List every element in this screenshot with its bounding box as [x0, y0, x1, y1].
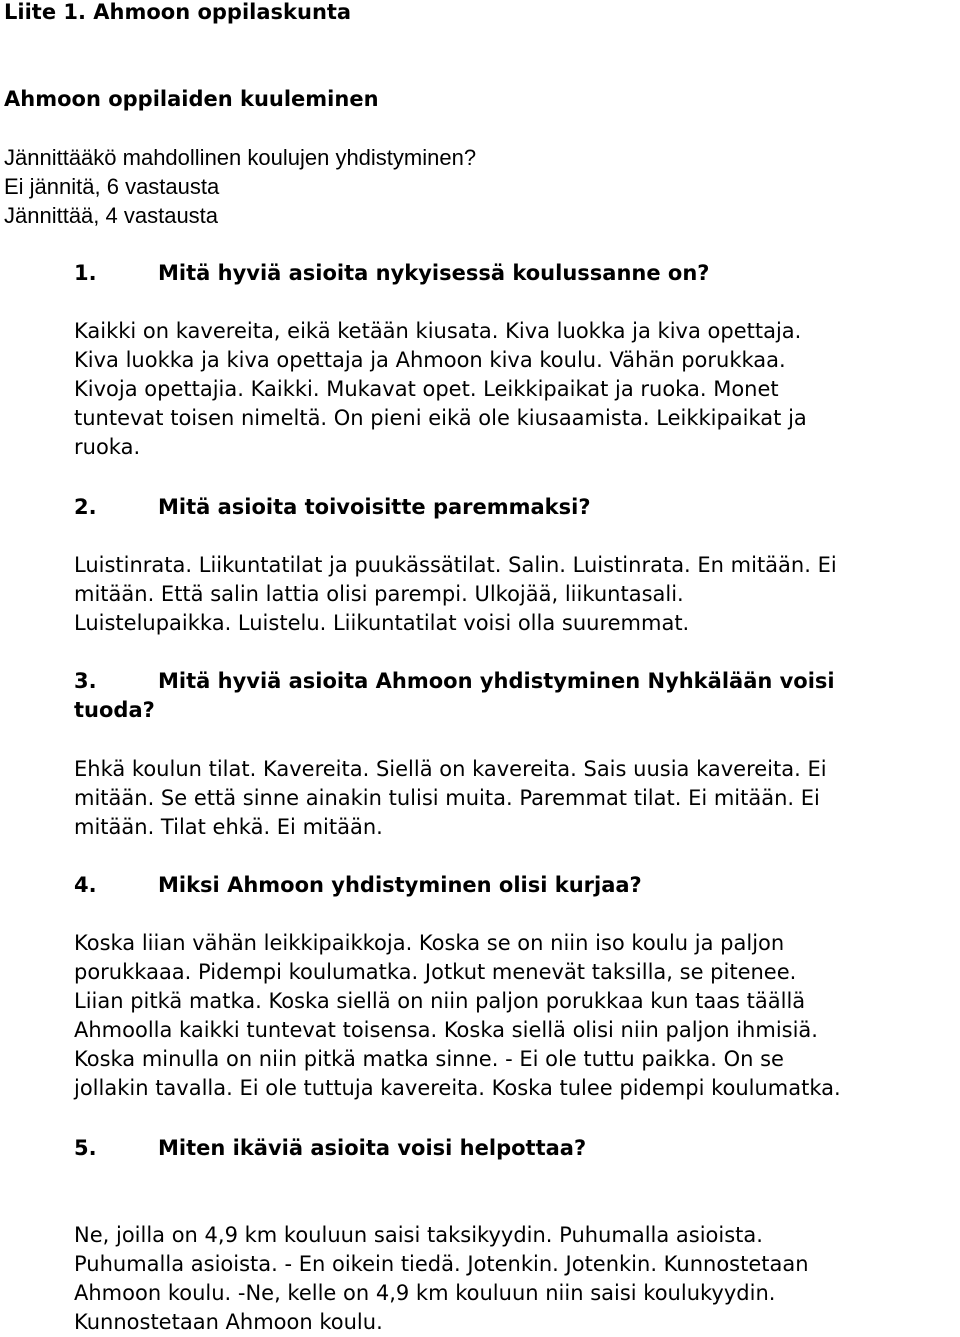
answer-line: Ehkä koulun tilat. Kavereita. Siellä on kavereita. Sais uusia kavereita. Ei — [74, 757, 827, 781]
question-title: Mitä asioita toivoisitte paremmaksi? — [158, 495, 591, 519]
answer-line: Ne, joilla on 4,9 km kouluun saisi taksikyydin. Puhumalla asioista. — [74, 1223, 763, 1247]
question-4-heading — [74, 871, 642, 900]
answer-line: mitään. Tilat ehkä. Ei mitään. — [74, 815, 383, 839]
answer-line: porukkaaa. Pidempi koulumatka. Jotkut menevät taksilla, se pitenee. — [74, 960, 797, 984]
question-title: Mitä hyviä asioita nykyisessä koulussanne on? — [158, 261, 710, 285]
answer-line: mitään. Että salin lattia olisi parempi. Ulkojää, liikuntasali. — [74, 582, 684, 606]
question-title: Miten ikäviä asioita voisi helpottaa? — [158, 1136, 587, 1160]
answer-line: Kiva luokka ja kiva opettaja ja Ahmoon kiva koulu. Vähän porukkaa. — [74, 348, 786, 372]
question-number: 5. — [74, 1136, 97, 1160]
question-number: 2. — [74, 495, 97, 519]
answer-line: jollakin tavalla. Ei ole tuttuja kavereita. Koska tulee pidempi koulumatka. — [74, 1076, 841, 1100]
question-title: Miksi Ahmoon yhdistyminen olisi kurjaa? — [158, 873, 642, 897]
answer-line: Puhumalla asioista. - En oikein tiedä. Jotenkin. Jotenkin. Kunnostetaan — [74, 1252, 809, 1276]
intro-question: Jännittääkö mahdollinen koulujen yhdistyminen? — [4, 145, 477, 170]
question-2-heading — [74, 493, 591, 522]
answer-line: ruoka. — [74, 435, 141, 459]
intro-answer-no: Ei jännitä, 6 vastausta — [4, 174, 220, 199]
question-title: Mitä hyviä asioita Ahmoon yhdistyminen Nyhkälään voisi — [158, 669, 835, 693]
answer-line: mitään. Se että sinne ainakin tulisi muita. Paremmat tilat. Ei mitään. Ei — [74, 786, 820, 810]
intro-answer-yes: Jännittää, 4 vastausta — [4, 203, 219, 228]
question-title-continued: tuoda? — [74, 698, 155, 722]
answer-line: Luistinrata. Liikuntatilat ja puukässätilat. Salin. Luistinrata. En mitään. Ei — [74, 553, 837, 577]
question-3-heading — [74, 667, 835, 696]
answer-line: Liian pitkä matka. Koska siellä on niin paljon porukkaa kun taas täällä — [74, 989, 806, 1013]
answer-line: Kaikki on kavereita, eikä ketään kiusata. Kiva luokka ja kiva opettaja. — [74, 319, 802, 343]
question-number: 1. — [74, 261, 97, 285]
question-number: 4. — [74, 873, 97, 897]
section-title: Ahmoon oppilaiden kuuleminen — [4, 87, 379, 111]
question-5-heading — [74, 1134, 586, 1163]
answer-line: Luistelupaikka. Luistelu. Liikuntatilat voisi olla suuremmat. — [74, 611, 690, 635]
question-1-heading — [74, 259, 709, 288]
answer-line: Kivoja opettajia. Kaikki. Mukavat opet. Leikkipaikat ja ruoka. Monet — [74, 377, 779, 401]
answer-line: Ahmoolla kaikki tuntevat toisensa. Koska siellä olisi niin paljon ihmisiä. — [74, 1018, 818, 1042]
answer-line: Kunnostetaan Ahmoon koulu. — [74, 1310, 383, 1334]
answer-line: tuntevat toisen nimeltä. On pieni eikä ole kiusaamista. Leikkipaikat ja — [74, 406, 807, 430]
question-number: 3. — [74, 669, 97, 693]
answer-line: Ahmoon koulu. -Ne, kelle on 4,9 km kouluun niin saisi koulukyydin. — [74, 1281, 776, 1305]
answer-line: Koska minulla on niin pitkä matka sinne. - Ei ole tuttu paikka. On se — [74, 1047, 784, 1071]
appendix-title: Liite 1. Ahmoon oppilaskunta — [4, 0, 352, 24]
answer-line: Koska liian vähän leikkipaikkoja. Koska se on niin iso koulu ja paljon — [74, 931, 785, 955]
